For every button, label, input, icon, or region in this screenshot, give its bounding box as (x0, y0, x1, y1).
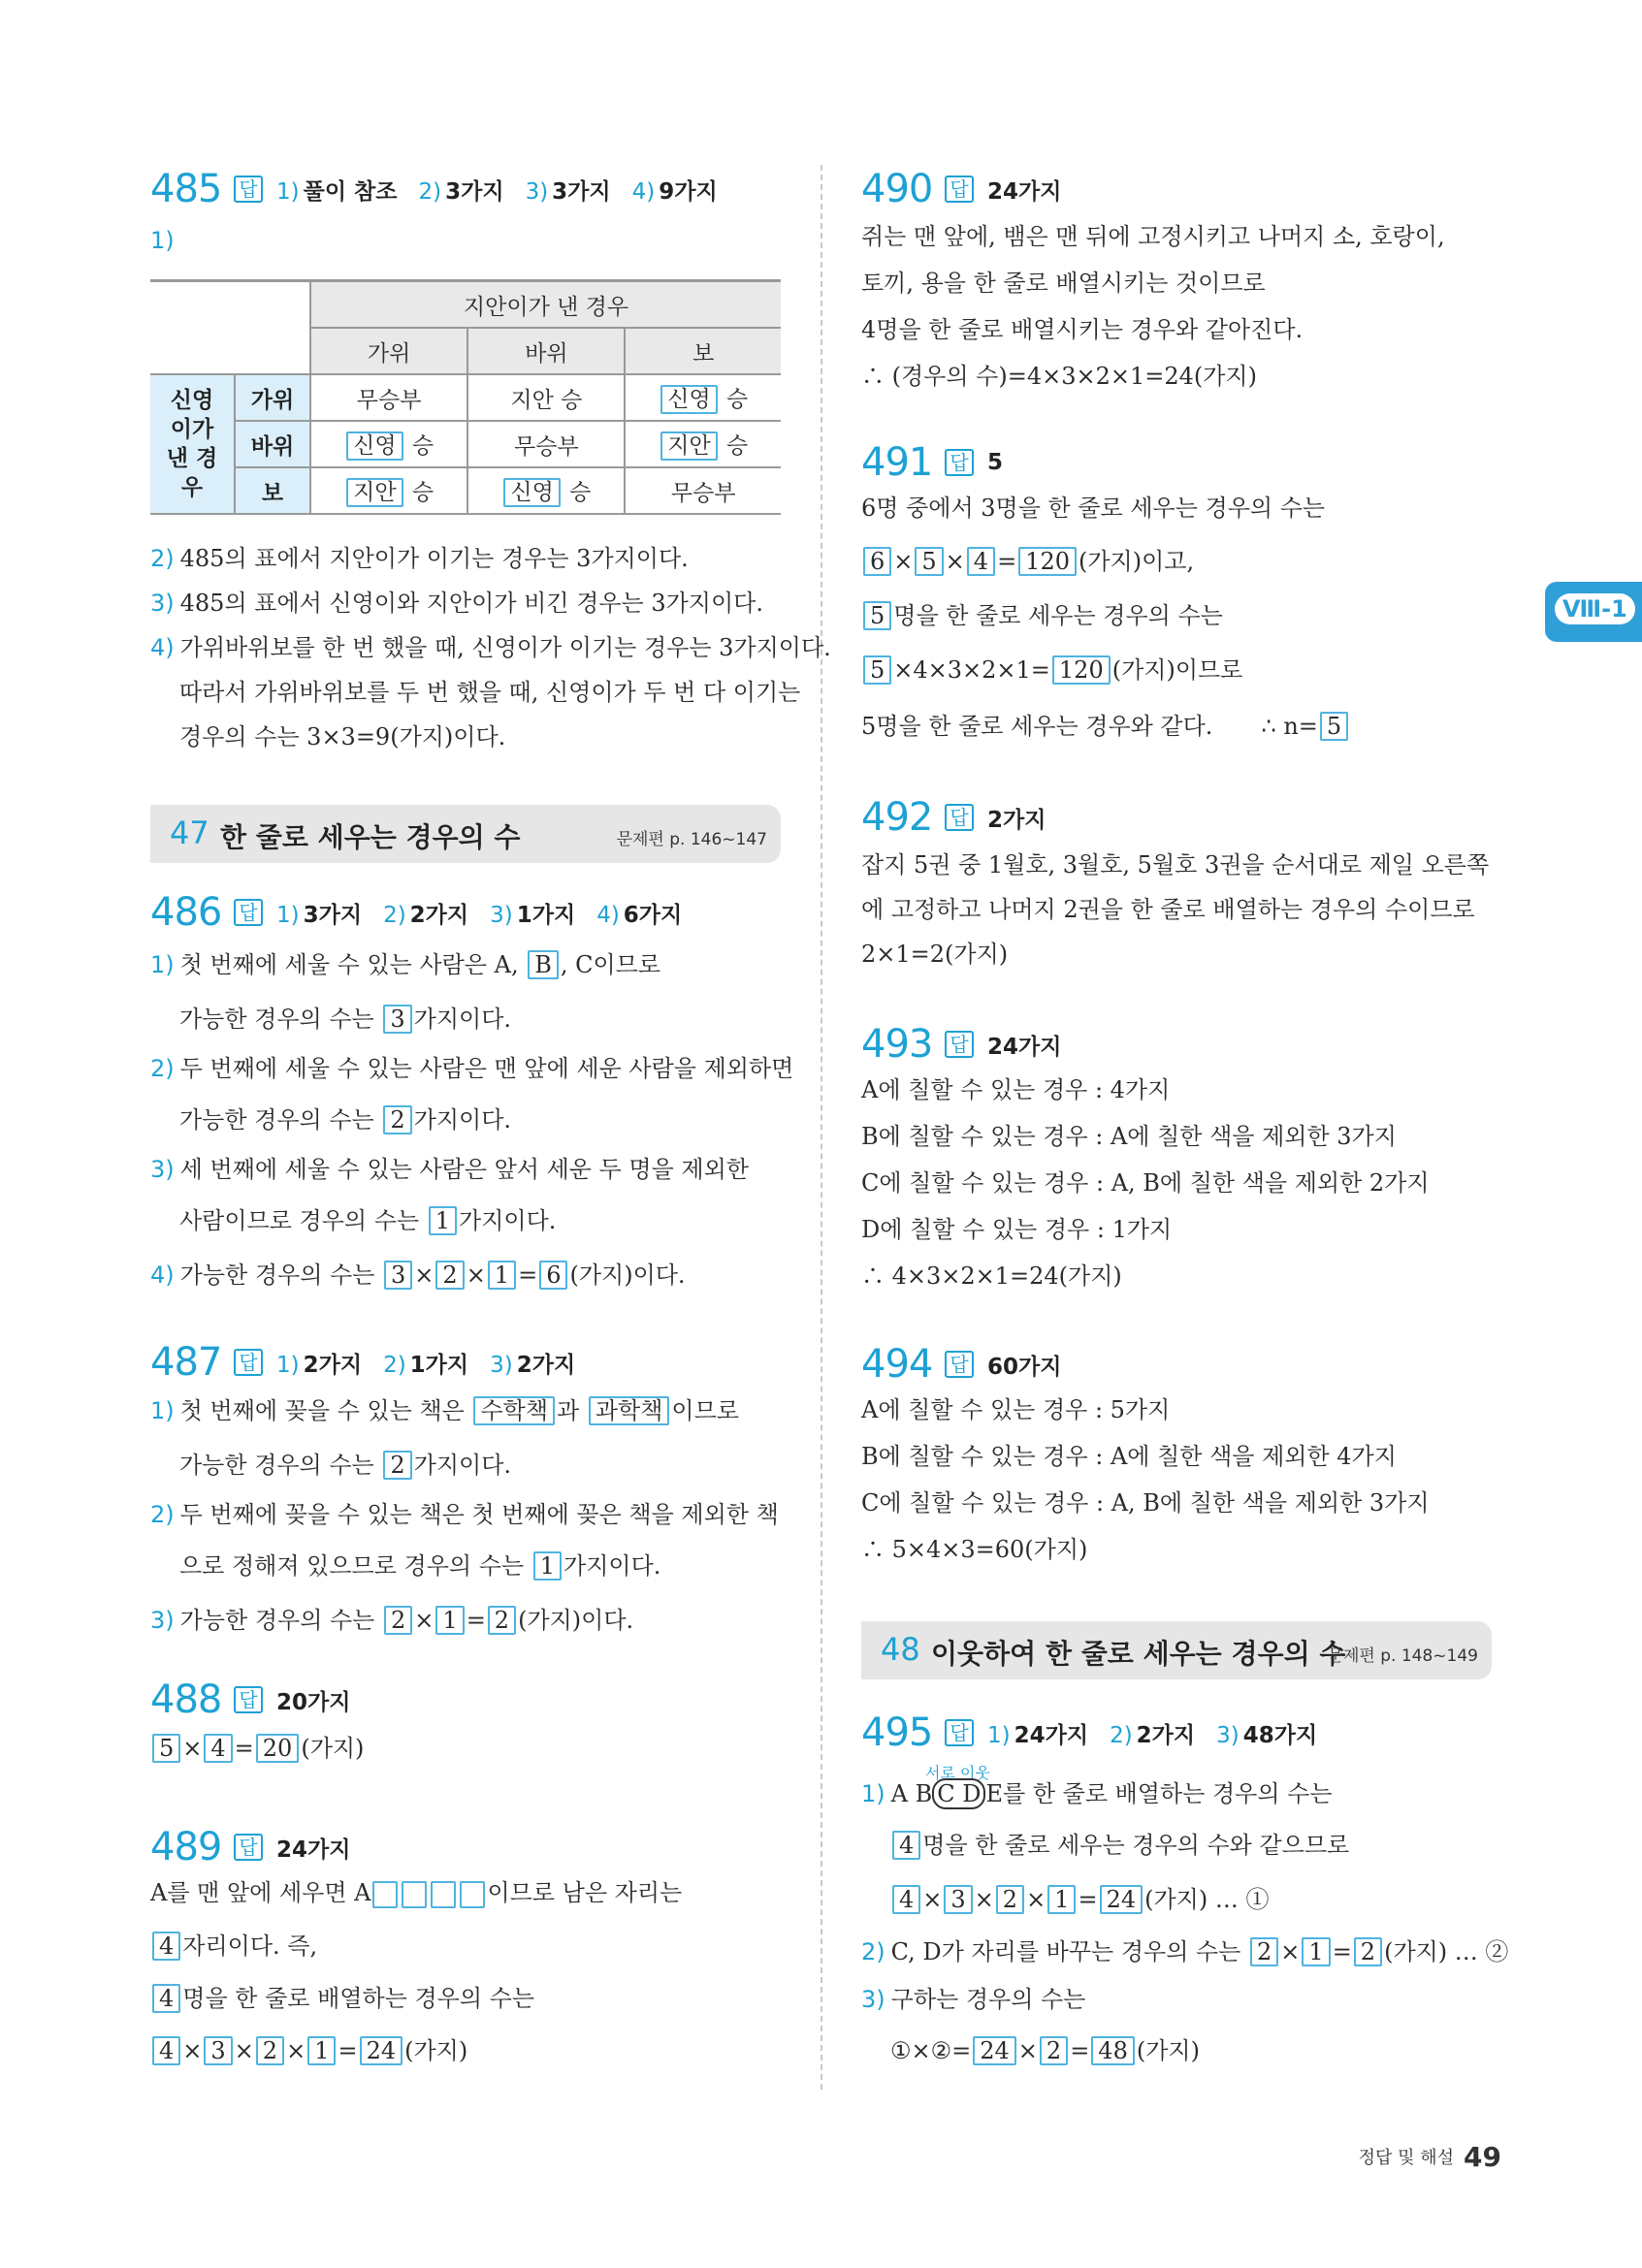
answer-key: 1) (987, 1722, 1011, 1748)
problem-number: 485 (150, 167, 222, 211)
answer-box: 1 (1302, 1937, 1330, 1966)
solution-line: 따라서 가위바위보를 두 번 했을 때, 신영이가 두 번 다 이기는 (179, 679, 801, 706)
solution-line: ∴ 4×3×2×1=24(가지) (861, 1262, 1122, 1290)
answer-box: 4 (204, 1734, 232, 1763)
solution-text: 가능한 경우의 수는 (179, 1452, 374, 1479)
solution-line: 2×1=2(가지) (861, 941, 1009, 968)
solution-text: (가지)이다. (518, 1607, 634, 1634)
solution-text: 명을 한 줄로 세우는 경우의 수는 (893, 602, 1223, 629)
solution-text: 이므로 (671, 1397, 739, 1424)
answer-box: 수학책 (473, 1396, 555, 1425)
answer-value: 1가지 (409, 1352, 469, 1378)
answer-box: 4 (967, 547, 995, 576)
solution-text: A를 맨 앞에 세우면 A (150, 1879, 371, 1906)
problem-number: 487 (150, 1340, 222, 1385)
solution-text: E를 한 줄로 배열하는 경우의 수는 (985, 1780, 1333, 1807)
answer-box: 4 (892, 1831, 920, 1860)
answer-box: 신영 (660, 385, 717, 414)
answer-value: 20가지 (276, 1689, 351, 1715)
table-cell (625, 421, 781, 467)
solution-text: 명을 한 줄로 세우는 경우의 수와 같으므로 (922, 1832, 1350, 1859)
sub-label: 4) (150, 634, 175, 661)
solution-line: 가위바위보를 한 번 했을 때, 신영이가 이기는 경우는 3가지이다. (179, 634, 831, 661)
answer-box: 4 (152, 2036, 180, 2065)
row-header: 가위 (235, 374, 310, 421)
solution-text: 두 번째에 세울 수 있는 사람은 맨 앞에 세운 사람을 제외하면 (179, 1055, 794, 1082)
answer-badge: 답 (945, 449, 974, 476)
answer-key: 2) (383, 902, 406, 928)
answer-box: 4 (152, 1984, 180, 2013)
page-footer (1359, 2141, 1501, 2173)
answer-box: 3 (384, 1261, 412, 1290)
solution-line: ∴ 5×4×3=60(가지) (861, 1536, 1088, 1563)
sub-label: 3) (150, 590, 175, 617)
table-cell (625, 374, 781, 421)
answer-box: 5 (863, 655, 891, 685)
sub-label: 2) (150, 1055, 175, 1082)
sub-label: 1) (150, 951, 175, 978)
answer-box: 6 (539, 1261, 567, 1290)
problem-number: 488 (150, 1677, 222, 1722)
answer-box: 5 (1320, 712, 1348, 741)
table-cell (310, 421, 467, 467)
table-cell (310, 467, 467, 514)
answer-box: 2 (384, 1606, 412, 1635)
solution-text: 가지이다. (459, 1207, 557, 1234)
section-title: 한 줄로 세우는 경우의 수 (220, 821, 521, 853)
solution-line: 485의 표에서 지안이가 이기는 경우는 3가지이다. (179, 545, 689, 572)
answer-badge: 답 (234, 899, 263, 926)
answer-value: 2가지 (1136, 1722, 1196, 1748)
solution-text: 두 번째에 꽂을 수 있는 책은 첫 번째에 꽂은 책을 제외한 책 (179, 1501, 779, 1528)
solution-text: 가지이다. (413, 1452, 512, 1479)
solution-text: ×4×3×2×1= (893, 656, 1050, 684)
answer-box: 과학책 (589, 1396, 670, 1425)
answer-key: 3) (525, 178, 549, 205)
solution-text: ①×②= (890, 2037, 972, 2064)
answer-value: 6가지 (623, 902, 683, 928)
page-number: 49 (1464, 2141, 1501, 2173)
solution-text: 이므로 남은 자리는 (487, 1879, 683, 1906)
answer-key: 2) (383, 1352, 406, 1378)
answer-box: 신영 (346, 431, 402, 461)
section-ref: 문제편 p. 148~149 (1327, 1646, 1478, 1666)
answer-value: 24가지 (987, 1034, 1062, 1060)
solution-line: 토끼, 용을 한 줄로 배열시키는 것이므로 (861, 270, 1266, 297)
answer-box: 지안 (346, 478, 402, 507)
answer-box: 1 (533, 1551, 562, 1581)
sub-label: 1) (150, 1397, 175, 1424)
answer-value: 2가지 (303, 1352, 363, 1378)
row-group-header (150, 374, 235, 514)
problem-number: 490 (861, 167, 933, 211)
blank-box (372, 1881, 398, 1908)
col-header: 가위 (310, 328, 467, 374)
answer-value: 48가지 (1242, 1722, 1318, 1748)
col-header: 보 (625, 328, 781, 374)
problem-number: 489 (150, 1825, 222, 1869)
table-cell (467, 467, 625, 514)
cell-text: 승 (726, 433, 749, 459)
sub-label: 3) (150, 1156, 175, 1183)
answer-badge: 답 (945, 1031, 974, 1058)
solution-text: C, D가 자리를 바꾸는 경우의 수는 (890, 1938, 1241, 1965)
solution-line: D에 칠할 수 있는 경우 : 1가지 (861, 1216, 1173, 1243)
answer-key: 2) (1110, 1722, 1133, 1748)
sub-label: 3) (861, 1986, 885, 2013)
solution-text: 가지이다. (563, 1552, 661, 1580)
answer-box: 5 (915, 547, 943, 576)
answer-value: 2가지 (516, 1352, 576, 1378)
answer-key: 1) (276, 178, 300, 205)
answer-value: 3가지 (303, 902, 363, 928)
answer-value: 5 (987, 450, 1004, 475)
answer-box: 1 (429, 1206, 457, 1235)
answer-box: 2 (1354, 1937, 1382, 1966)
solution-line: 경우의 수는 3×3=9(가지)이다. (179, 723, 506, 751)
answer-value: 2가지 (987, 807, 1046, 833)
solution-text: 사람이므로 경우의 수는 (179, 1207, 420, 1234)
chapter-tab-label: Ⅷ-1 (1555, 593, 1635, 624)
answer-badge: 답 (234, 1349, 263, 1376)
answer-box: 2 (1040, 2036, 1068, 2065)
solution-text: (가지) (1136, 2037, 1200, 2064)
solution-text: (가지)이므로 (1111, 656, 1243, 684)
answer-badge: 답 (945, 1719, 974, 1746)
solution-text: 가지이다. (413, 1006, 512, 1033)
answer-box: 24 (973, 2036, 1016, 2065)
table-cell: 무승부 (310, 374, 467, 421)
answer-value: 3가지 (552, 178, 611, 205)
solution-line: ∴ (경우의 수)=4×3×2×1=24(가지) (861, 363, 1257, 390)
cell-text: 승 (411, 480, 435, 505)
solution-text: 세 번째에 세울 수 있는 사람은 앞서 세운 두 명을 제외한 (179, 1156, 749, 1183)
solution-text: (가지) … ① (1144, 1886, 1270, 1913)
answer-badge: 답 (945, 1351, 974, 1378)
column-divider (821, 165, 822, 2090)
answer-badge: 답 (234, 176, 263, 203)
problem-491: 491 답 5 6명 중에서 3명을 한 줄로 세우는 경우의 수는 6 × 5 × 4 = 120 (가지)이고, 5 명을 한 줄로 세우는 경우의 수는 5 ×4×3×2×1= 120 (가지)이므로 5명을 한 줄로 세우는 경우와 같다. ∴ n= 5 (861, 438, 1492, 487)
answer-key: 4) (596, 902, 620, 928)
answer-box: 1 (307, 2036, 336, 2065)
solution-line: C에 칠할 수 있는 경우 : A, B에 칠한 색을 제외한 2가지 (861, 1169, 1430, 1197)
row-group-label: 신영이가 낸 경우 (166, 388, 218, 500)
answer-badge: 답 (945, 176, 974, 203)
rps-table (150, 279, 781, 515)
row-header: 보 (235, 467, 310, 514)
answer-box: 4 (892, 1885, 920, 1914)
problem-494 (861, 1340, 1492, 1563)
problem-492 (861, 793, 1492, 968)
answer-box: 2 (383, 1105, 411, 1134)
table-cell: 지안 승 (467, 374, 625, 421)
adjacent-note: 서로 이웃 (925, 1764, 990, 1782)
answer-box: 2 (256, 2036, 284, 2065)
answer-box: 1 (1047, 1885, 1076, 1914)
col-group-header: 지안이가 낸 경우 (310, 281, 781, 329)
answer-box: B (528, 950, 559, 979)
answer-box: 4 (152, 1932, 180, 1961)
sub-label: 1) (861, 1780, 885, 1807)
answer-value: 60가지 (987, 1354, 1062, 1380)
solution-text: (가지) … ② (1384, 1938, 1509, 1965)
sub-label: 1) (150, 227, 175, 254)
blank-box (402, 1881, 427, 1908)
cell-text: 승 (569, 480, 592, 505)
answer-box: 1 (488, 1261, 516, 1290)
chapter-tab (1545, 582, 1642, 642)
solution-text: 가능한 경우의 수는 (179, 1106, 374, 1134)
solution-line: 잡지 5권 중 1월호, 3월호, 5월호 3권을 순서대로 제일 오른쪽 (861, 851, 1490, 878)
section-number: 47 (170, 815, 209, 851)
answer-value: 9가지 (659, 178, 718, 205)
problem-number: 493 (861, 1022, 933, 1067)
answer-value: 24가지 (987, 178, 1062, 205)
problem-number: 486 (150, 890, 222, 935)
solution-line: A에 칠할 수 있는 경우 : 4가지 (861, 1076, 1171, 1103)
solution-line: 쥐는 맨 앞에, 뱀은 맨 뒤에 고정시키고 나머지 소, 호랑이, (861, 223, 1445, 250)
solution-text: 구하는 경우의 수는 (890, 1986, 1086, 2013)
solution-line: 6명 중에서 3명을 한 줄로 세우는 경우의 수는 (861, 495, 1326, 522)
problem-489: 489 답 24가지 A를 맨 앞에 세우면 A 이므로 남은 자리는 4 자리이다. 즉, 4 명을 한 줄로 배열하는 경우의 수는 4 × 3 × 2 × 1 = 24 (가지) (150, 1825, 683, 2064)
solution-text: (가지)이고, (1078, 548, 1195, 575)
answer-box: 5 (863, 601, 891, 630)
footer-label: 정답 및 해설 (1358, 2148, 1455, 2168)
section-header-48 (861, 1621, 1492, 1679)
section-number: 48 (881, 1631, 920, 1668)
problem-493 (861, 1020, 1492, 1290)
answer-key: 3) (1216, 1722, 1240, 1748)
problem-495: 495 답 1) 24가지 2) 2가지 3) 48가지 서로 이웃 1) A B C D E를 한 줄로 배열하는 경우의 수는 4 명을 한 줄로 세우는 경우의 수와 같으므로 4 × 3 × 2 × 1 = 24 (가지) … ① 2) C, D가 자리를 바꾸는 경우의 수는 2 × 1 = 2 (가지) … ② 3) 구하는 경우의 수는 ①×②= 24 × 2 = 48 (가지) (861, 1710, 1509, 2064)
answer-key: 1) (276, 1352, 300, 1378)
table-corner (150, 281, 310, 375)
solution-text: A B (890, 1780, 933, 1807)
solution-text: (가지) (404, 2037, 468, 2064)
solution-text: 가능한 경우의 수는 (179, 1006, 374, 1033)
answer-key: 4) (631, 178, 656, 205)
answer-value: 24가지 (276, 1837, 351, 1863)
answer-box: 24 (1100, 1885, 1143, 1914)
answer-key: 3) (490, 1352, 513, 1378)
problem-number: 494 (861, 1342, 933, 1387)
col-header: 바위 (467, 328, 625, 374)
answer-box: 120 (1052, 655, 1111, 685)
sub-label: 2) (861, 1938, 885, 1965)
answer-badge: 답 (945, 804, 974, 831)
solution-text: 과 (557, 1397, 580, 1424)
answer-box: 2 (435, 1261, 464, 1290)
solution-text: 5명을 한 줄로 세우는 경우와 같다. (861, 713, 1213, 740)
answer-box: 3 (944, 1885, 972, 1914)
sub-label: 3) (150, 1607, 175, 1634)
problem-number: 495 (861, 1710, 933, 1755)
answer-value: 1가지 (516, 902, 576, 928)
sub-label: 2) (150, 1501, 175, 1528)
adjacent-group: C D (932, 1778, 985, 1809)
answer-box: 6 (863, 547, 891, 576)
blank-box (431, 1881, 456, 1908)
solution-line: 4명을 한 줄로 배열시키는 경우와 같아진다. (861, 316, 1304, 343)
solution-text: 가지이다. (413, 1106, 512, 1134)
answer-box: 2 (996, 1885, 1024, 1914)
row-header: 바위 (235, 421, 310, 467)
solution-text: 첫 번째에 꽂을 수 있는 책은 (179, 1397, 465, 1424)
solution-text: (가지) (301, 1735, 365, 1762)
blank-box (460, 1881, 485, 1908)
solution-text: 가능한 경우의 수는 (179, 1607, 375, 1634)
solution-line: 485의 표에서 신영이와 지안이가 비긴 경우는 3가지이다. (179, 590, 763, 617)
solution-text: 첫 번째에 세울 수 있는 사람은 A, (179, 951, 519, 978)
answer-value: 3가지 (445, 178, 504, 205)
answer-box: 3 (204, 2036, 232, 2065)
solution-line: B에 칠할 수 있는 경우 : A에 칠한 색을 제외한 3가지 (861, 1123, 1397, 1150)
solution-line: C에 칠할 수 있는 경우 : A, B에 칠한 색을 제외한 3가지 (861, 1489, 1430, 1517)
table-cell: 무승부 (625, 467, 781, 514)
cell-text: 승 (726, 387, 749, 412)
solution-line: B에 칠할 수 있는 경우 : A에 칠한 색을 제외한 4가지 (861, 1443, 1397, 1470)
answer-box: 2 (1250, 1937, 1278, 1966)
answer-value: 2가지 (409, 902, 469, 928)
solution-line: A에 칠할 수 있는 경우 : 5가지 (861, 1396, 1171, 1423)
problem-488: 488 답 20가지 5 × 4 = 20 (가지) (150, 1677, 365, 1762)
answer-key: 1) (276, 902, 300, 928)
answer-value: 풀이 참조 (303, 178, 398, 205)
answer-box: 2 (383, 1451, 411, 1480)
answer-box: 지안 (660, 431, 717, 461)
solution-text: 자리이다. 즉, (182, 1933, 318, 1960)
answer-key: 2) (418, 178, 442, 205)
problem-number: 491 (861, 440, 933, 485)
cell-text: 승 (411, 433, 435, 459)
answer-box: 5 (152, 1734, 180, 1763)
answer-box: 1 (435, 1606, 464, 1635)
solution-text: ∴ n= (1261, 713, 1318, 740)
answer-badge: 답 (234, 1834, 263, 1861)
answer-box: 3 (383, 1005, 411, 1034)
solution-text: 명을 한 줄로 배열하는 경우의 수는 (182, 1985, 535, 2012)
table-cell: 무승부 (467, 421, 625, 467)
answer-badge: 답 (234, 1686, 263, 1713)
solution-line: 에 고정하고 나머지 2권을 한 줄로 배열하는 경우의 수이므로 (861, 896, 1475, 923)
problem-number: 492 (861, 795, 933, 840)
answer-key: 3) (490, 902, 513, 928)
solution-text: , C이므로 (560, 951, 661, 978)
answer-box: 24 (360, 2036, 403, 2065)
section-header-47 (150, 805, 781, 863)
problem-490 (861, 165, 1492, 390)
problem-486: 486 답 1) 3가지 2) 2가지 3) 1가지 4) 6가지 1) 첫 번째에 세울 수 있는 사람은 A, B , C이므로 가능한 경우의 수는 3 가지이다. 2) 두 번째에 세울 수 있는 사람은 맨 앞에 세운 사람을 제외하면 가능한 경우의 수는 2 가지이다. 3) 세 번째에 세울 수 있는 사람은 앞서 세운 두 명을 제외한 사람이므로 경우의 수는 1 가지이다. 4) 가능한 경우의 수는 3 × 2 × 1 = 6 (가지)이다. (150, 890, 794, 1289)
problem-485 (150, 165, 831, 751)
section-ref: 문제편 p. 146~147 (616, 830, 767, 849)
sub-label: 2) (150, 545, 175, 572)
section-title: 이웃하여 한 줄로 세우는 경우의 수 (931, 1638, 1346, 1670)
answer-box: 120 (1018, 547, 1077, 576)
problem-487: 487 답 1) 2가지 2) 1가지 3) 2가지 1) 첫 번째에 꽂을 수 있는 책은 수학책 과 과학책 이므로 가능한 경우의 수는 2 가지이다. 2) 두 번째에 꽂을 수 있는 책은 첫 번째에 꽂은 책을 제외한 책 으로 정해져 있으므로 경우의 수는 1 가지이다. 3) 가능한 경우의 수는 2 × 1 = 2 (가지)이다. (150, 1340, 779, 1634)
sub-label: 4) (150, 1262, 175, 1289)
answer-box: 48 (1091, 2036, 1135, 2065)
answer-box: 2 (488, 1606, 516, 1635)
solution-text: (가지)이다. (569, 1262, 686, 1289)
solution-text: 으로 정해져 있으므로 경우의 수는 (179, 1552, 525, 1580)
answer-box: 신영 (503, 478, 560, 507)
answer-box: 20 (256, 1734, 300, 1763)
answer-value: 24가지 (1014, 1722, 1089, 1748)
solution-text: 가능한 경우의 수는 (179, 1262, 375, 1289)
